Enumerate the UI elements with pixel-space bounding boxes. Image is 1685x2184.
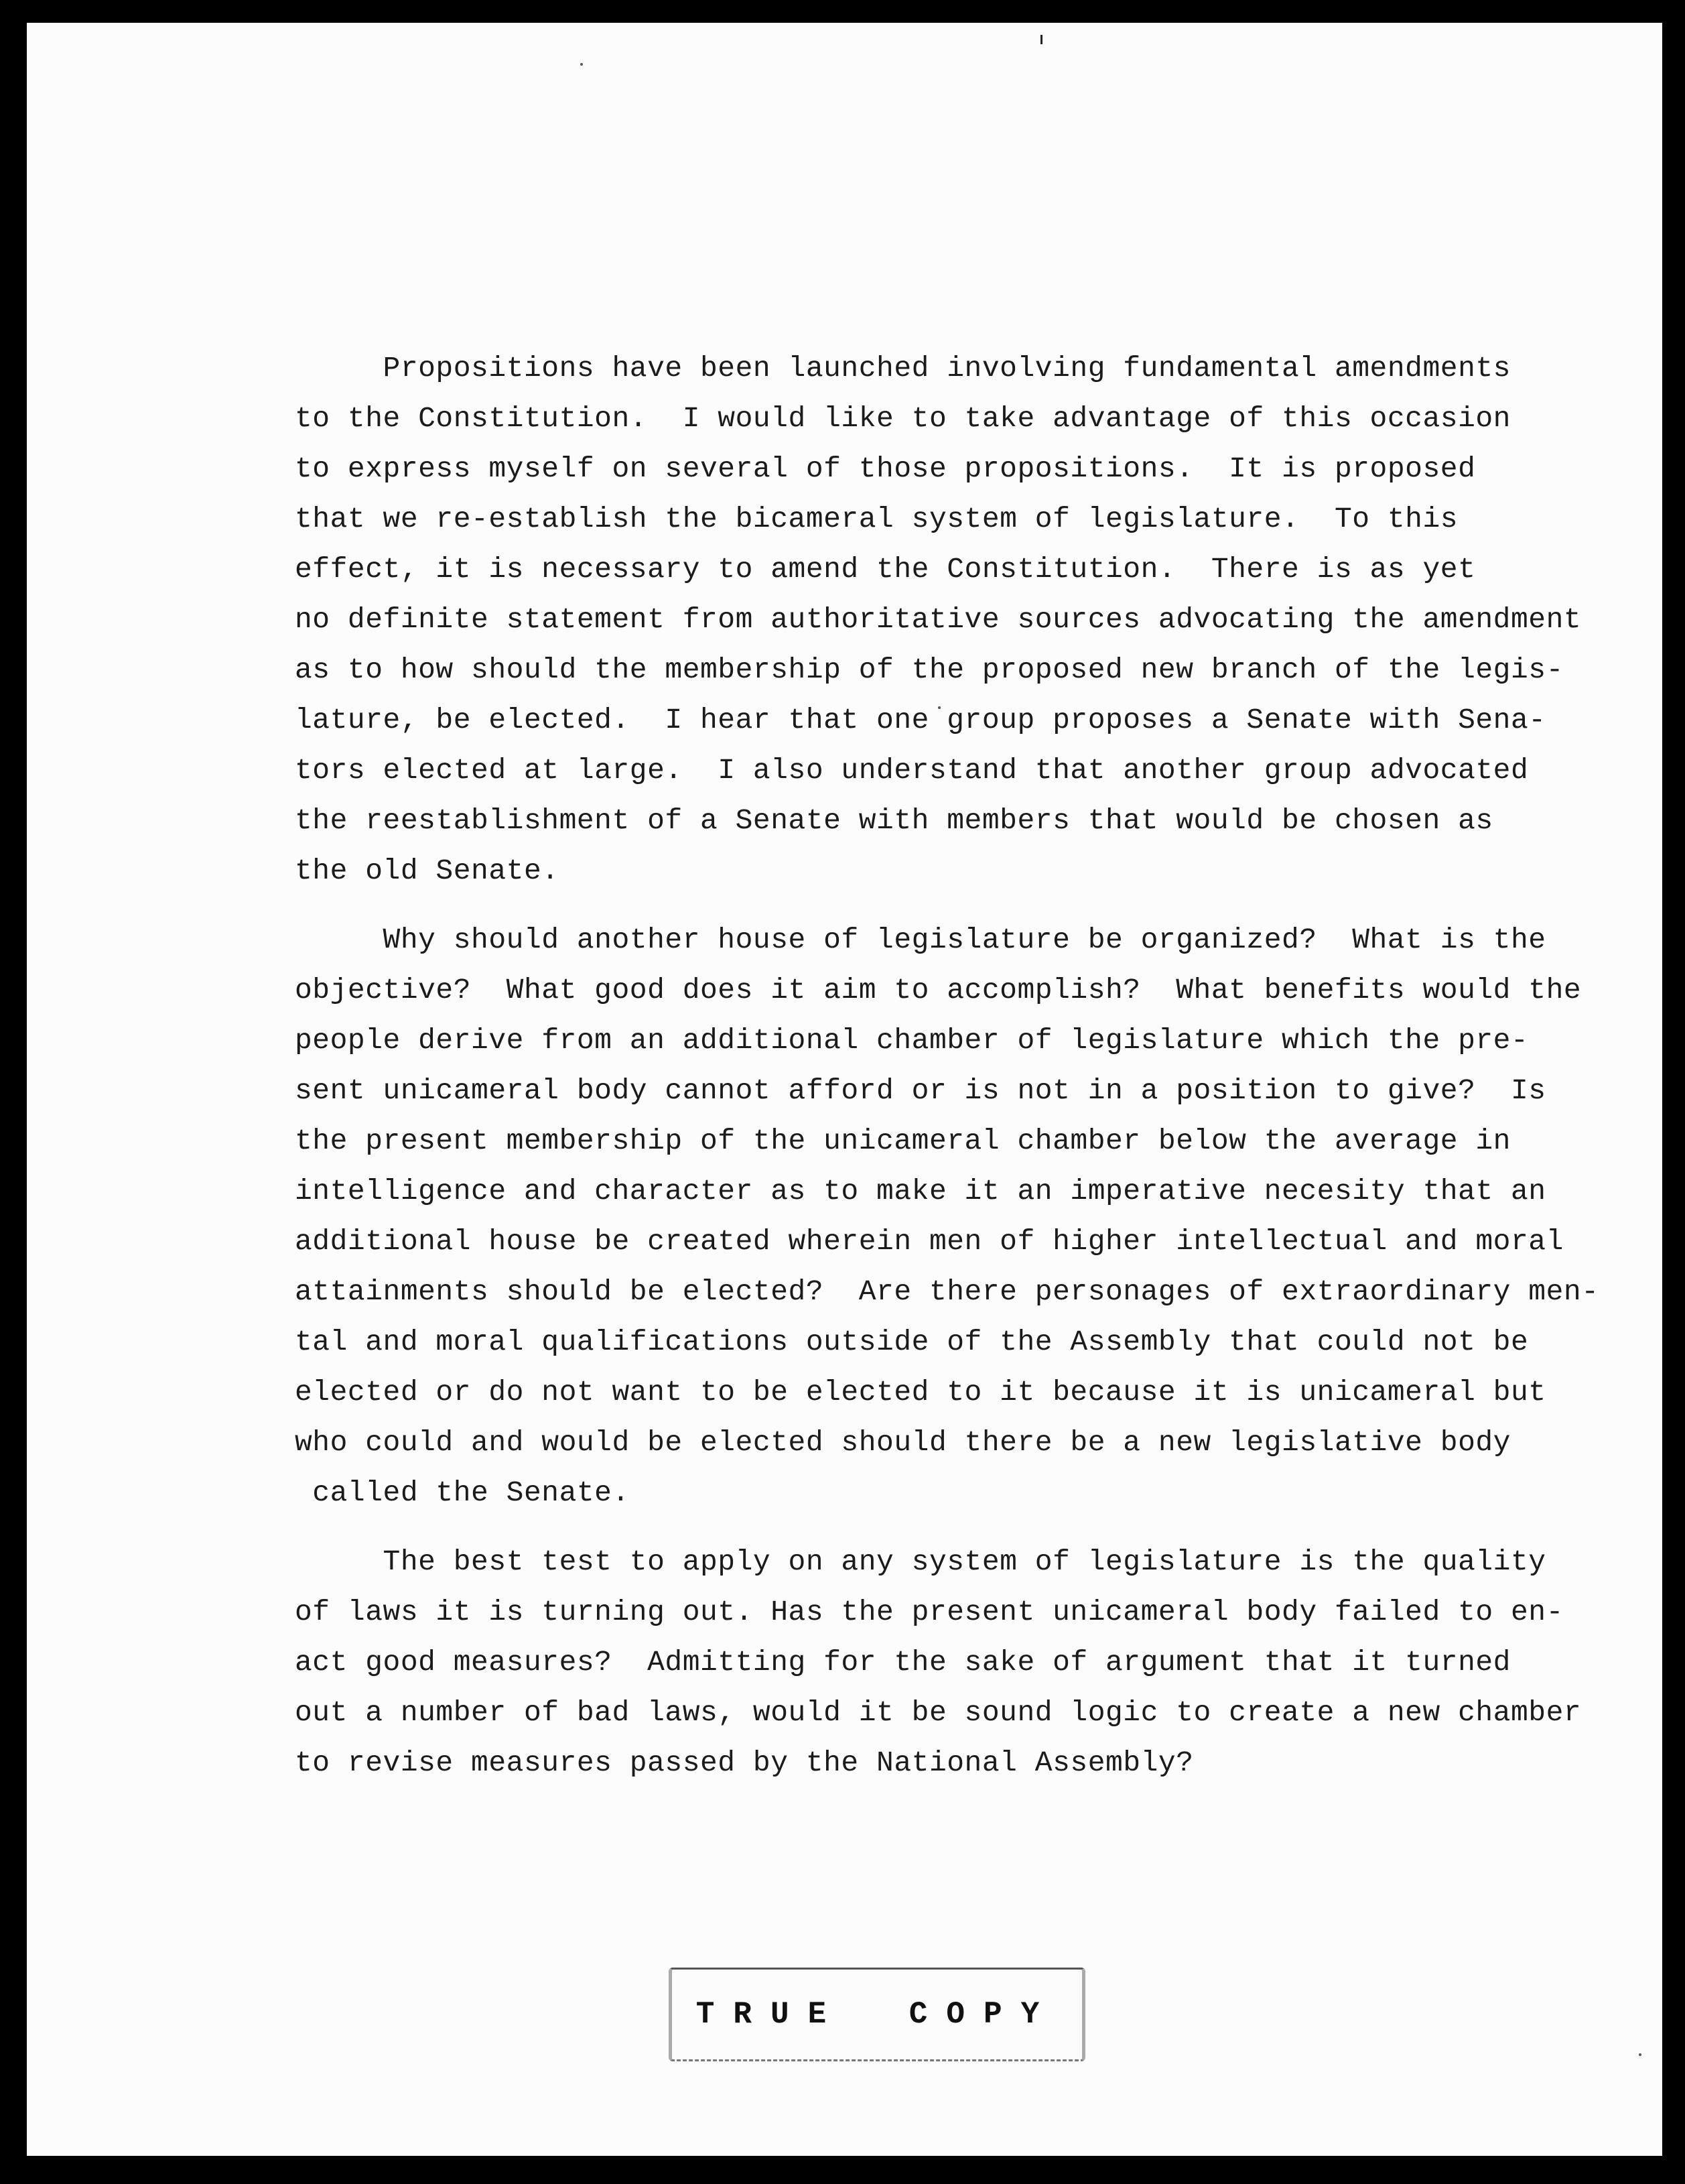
page-mark (1040, 35, 1042, 44)
text-line: who could and would be elected should there be a new legislative body (295, 1426, 1511, 1459)
text-line: elected or do not want to be elected to it because it is unicameral but (295, 1376, 1546, 1409)
text-line: objective? What good does it aim to accomplish? What benefits would the (295, 974, 1582, 1007)
text-line: out a number of bad laws, would it be sound logic to create a new chamber (295, 1696, 1582, 1729)
text-line: to revise measures passed by the National Assembly? (295, 1746, 1194, 1779)
text-line: tal and moral qualifications outside of the Assembly that could not be (295, 1326, 1529, 1358)
text-line: the present membership of the unicameral chamber below the average in (295, 1125, 1511, 1157)
text-line: to the Constitution. I would like to take advantage of this occasion (295, 402, 1511, 435)
text-line: as to how should the membership of the proposed new branch of the legis- (295, 653, 1564, 686)
text-line: lature, be elected. I hear that one group proposes a Senate with Sena- (295, 704, 1546, 736)
speck (1639, 2053, 1641, 2056)
text-line: attainments should be elected? Are there personages of extraordinary men- (295, 1275, 1599, 1308)
text-line: additional house be created wherein men of higher intellectual and moral (295, 1225, 1564, 1258)
text-line: no definite statement from authoritative sources advocating the amendment (295, 603, 1582, 636)
speck (580, 63, 583, 66)
stamp-text: TRUE COPY (695, 1997, 1059, 2032)
text-line: people derive from an additional chamber of legislature which the pre- (295, 1024, 1529, 1057)
paragraph (295, 1537, 1608, 1788)
text-line: called the Senate. (295, 1476, 630, 1509)
text-line: intelligence and character as to make it an imperative necesity that an (295, 1175, 1546, 1208)
paragraph (295, 343, 1608, 896)
true-copy-stamp (669, 1968, 1085, 2061)
text-line: act good measures? Admitting for the sake of argument that it turned (295, 1646, 1511, 1679)
text-line: the old Senate. (295, 854, 559, 887)
text-line: sent unicameral body cannot afford or is not in a position to give? Is (295, 1074, 1546, 1107)
text-line: of laws it is turning out. Has the present unicameral body failed to en- (295, 1596, 1564, 1628)
text-line: The best test to apply on any system of legislature is the quality (295, 1545, 1546, 1578)
text-line: that we re-establish the bicameral system of legislature. To this (295, 503, 1459, 535)
paragraph (295, 915, 1608, 1518)
text-line: to express myself on several of those propositions. It is proposed (295, 452, 1476, 485)
text-line: Propositions have been launched involving fundamental amendments (295, 352, 1511, 385)
text-line: effect, it is necessary to amend the Constitution. There is as yet (295, 553, 1476, 586)
text-line: the reestablishment of a Senate with members that would be chosen as (295, 804, 1493, 837)
text-line: Why should another house of legislature be organized? What is the (295, 923, 1546, 956)
document-body (295, 343, 1608, 1807)
document-page (27, 23, 1662, 2156)
text-line: tors elected at large. I also understand that another group advocated (295, 754, 1529, 787)
